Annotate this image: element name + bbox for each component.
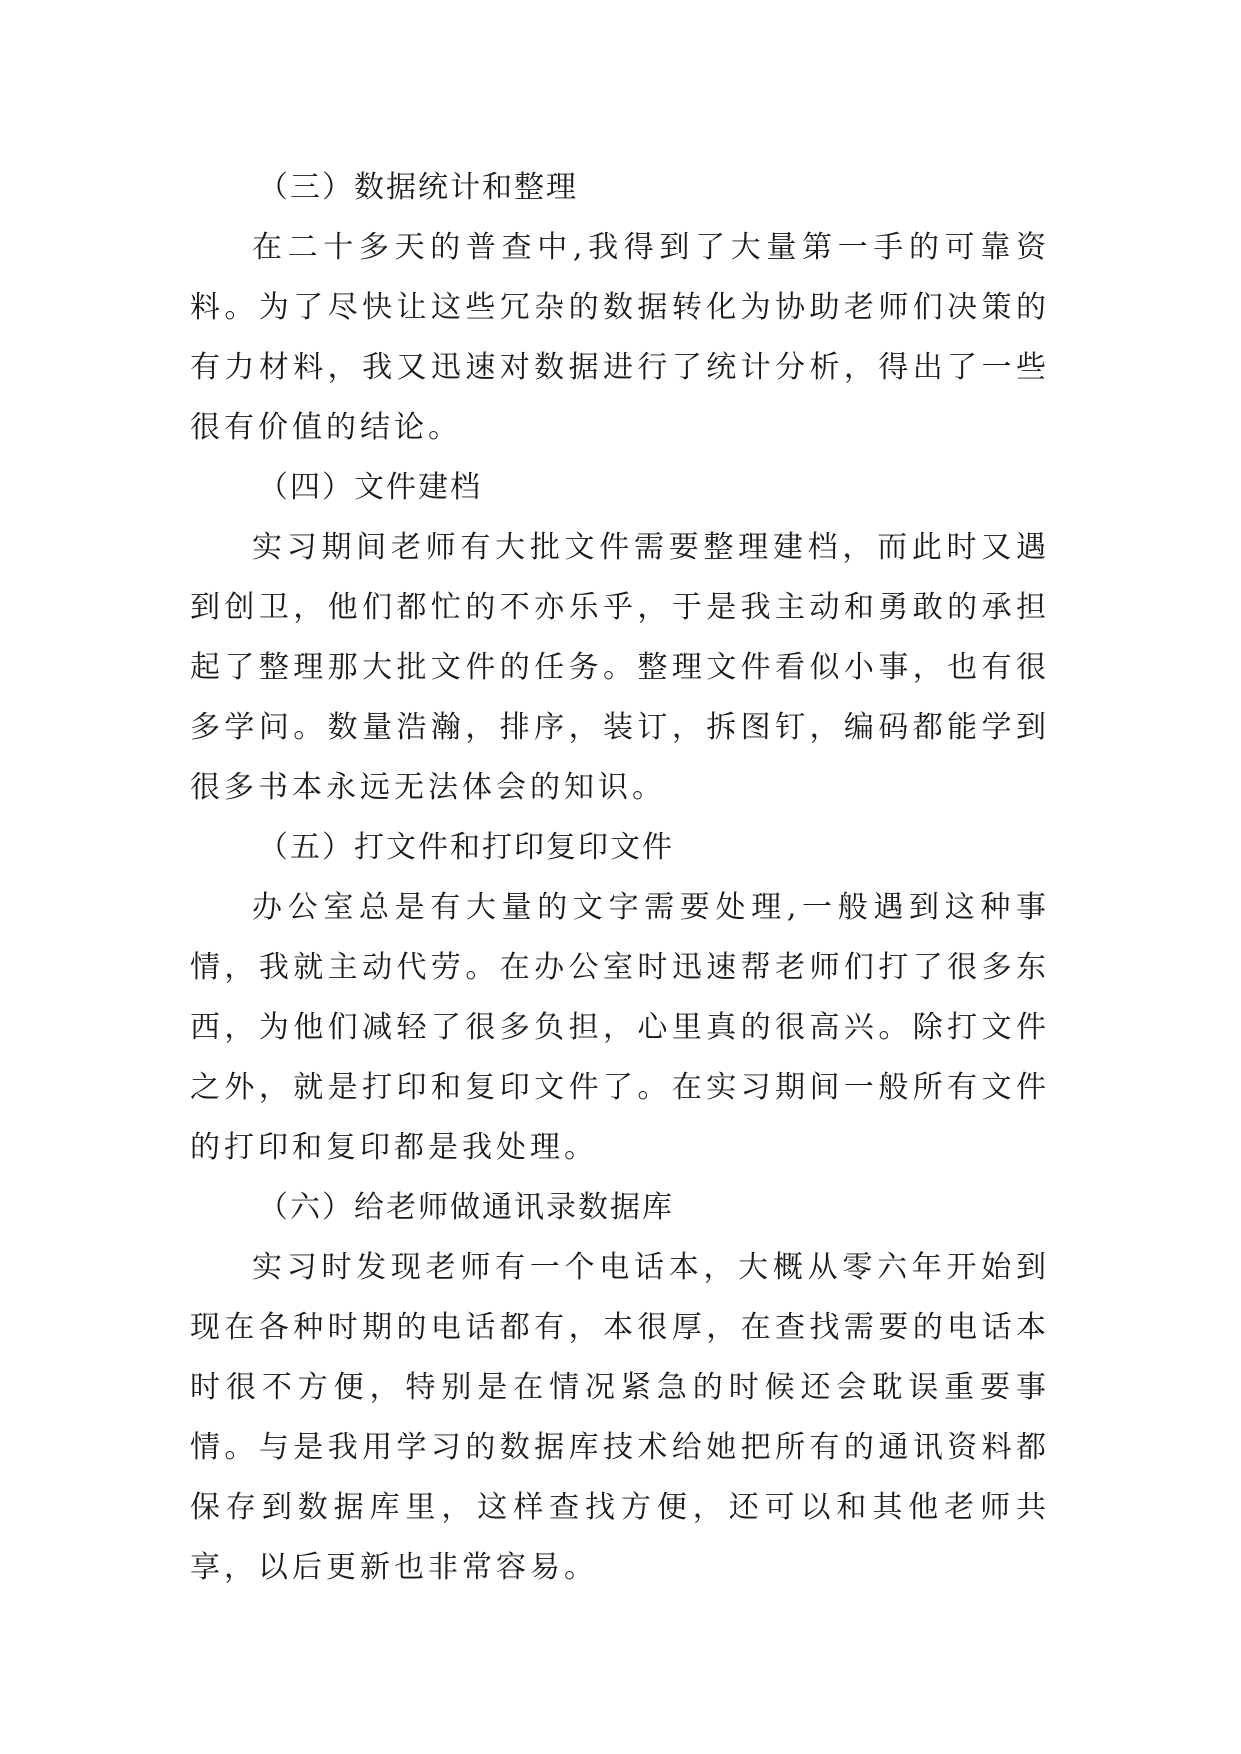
section-paragraph-5: 办公室总是有大量的文字需要处理,一般遇到这种事情，我就主动代劳。在办公室时迅速帮老师们打了很多东西，为他们减轻了很多负担，心里真的很高兴。除打文件之外，就是打印和复印文件了。在实习期间一般所有文件的打印和复印都是我处理。 bbox=[190, 890, 1050, 1165]
section-heading-6: （六）给老师做通讯录数据库 bbox=[258, 1190, 674, 1225]
section-heading-3: （三）数据统计和整理 bbox=[258, 170, 578, 205]
section-heading-5: （五）打文件和打印复印文件 bbox=[258, 830, 674, 865]
section-paragraph-6: 实习时发现老师有一个电话本，大概从零六年开始到现在各种时期的电话都有，本很厚，在查找需要的电话本时很不方便，特别是在情况紧急的时候还会耽误重要事情。与是我用学习的数据库技术给她把所有的通讯资料都保存到数据库里，这样查找方便，还可以和其他老师共享，以后更新也非常容易。 bbox=[190, 1250, 1050, 1585]
section-heading-4: （四）文件建档 bbox=[258, 470, 482, 505]
document-body bbox=[190, 158, 1050, 1598]
section-paragraph-3: 在二十多天的普查中,我得到了大量第一手的可靠资料。为了尽快让这些冗杂的数据转化为协助老师们决策的有力材料，我又迅速对数据进行了统计分析，得出了一些很有价值的结论。 bbox=[190, 230, 1050, 445]
section-paragraph-4: 实习期间老师有大批文件需要整理建档，而此时又遇到创卫，他们都忙的不亦乐乎，于是我主动和勇敢的承担起了整理那大批文件的任务。整理文件看似小事，也有很多学问。数量浩瀚，排序，装订，拆图钉，编码都能学到很多书本永远无法体会的知识。 bbox=[190, 530, 1050, 805]
